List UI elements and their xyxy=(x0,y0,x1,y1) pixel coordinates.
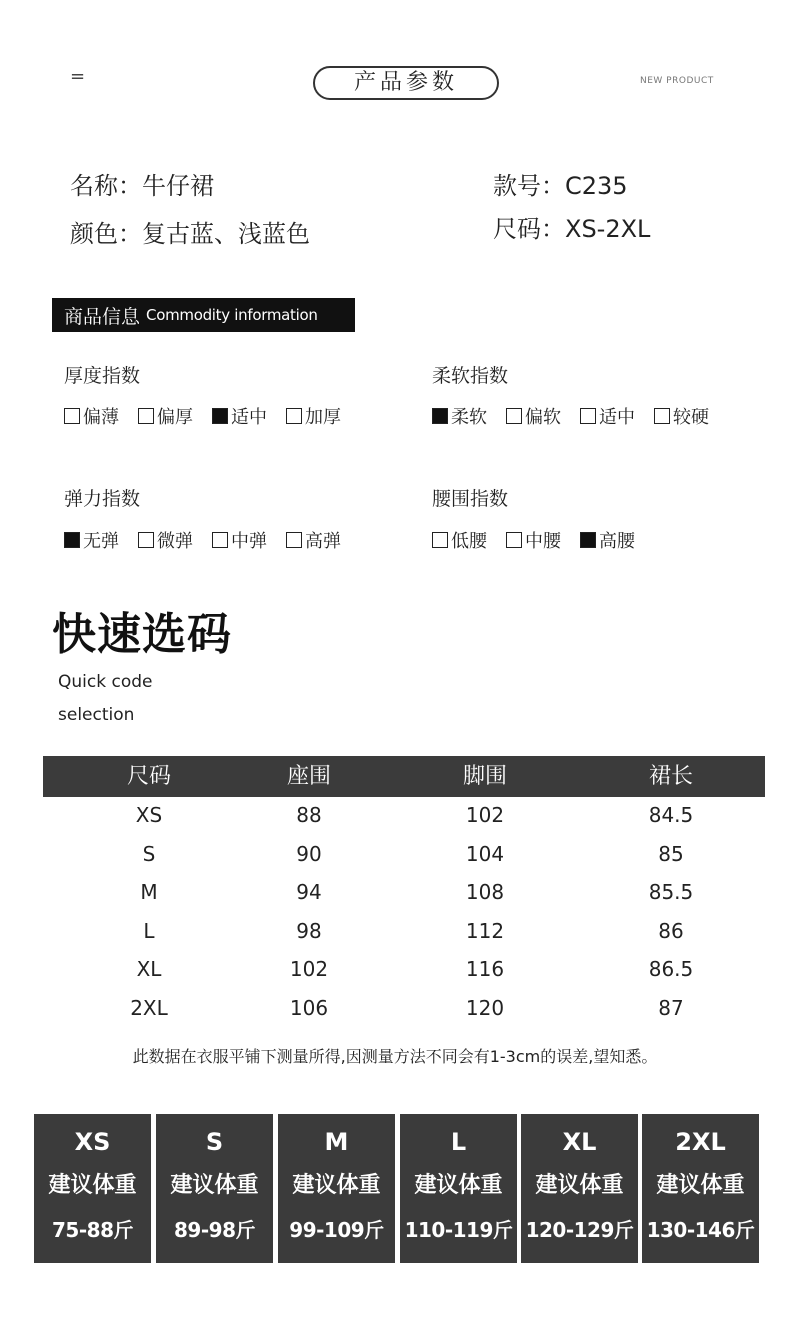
cell-hem: 120 xyxy=(465,996,505,1020)
checkbox-filled-icon xyxy=(64,532,80,548)
page-title: 产品参数 xyxy=(313,66,499,100)
cell-size: XS xyxy=(135,803,163,827)
softness-options xyxy=(432,403,728,429)
option xyxy=(432,527,487,553)
checkbox-empty-icon xyxy=(286,408,302,424)
cell-hip: 88 xyxy=(296,803,322,827)
option-label: 高弹 xyxy=(305,531,341,552)
checkbox-filled-icon xyxy=(432,408,448,424)
cell-hem: 104 xyxy=(465,841,505,866)
checkbox-filled-icon xyxy=(212,408,228,424)
option-label: 中弹 xyxy=(231,531,267,552)
option xyxy=(286,403,341,429)
softness-index-title: 柔软指数 xyxy=(432,365,509,387)
option xyxy=(654,403,709,429)
card-size: XL xyxy=(562,1128,597,1156)
checkbox-empty-icon xyxy=(286,532,302,548)
header-hip: 座围 xyxy=(286,764,331,789)
measurement-note: 此数据在衣服平铺下测量所得,因测量方法不同会有1-3cm的误差,望知悉。 xyxy=(132,1047,658,1066)
card-label: 建议体重 xyxy=(48,1173,137,1198)
elasticity-index-title: 弹力指数 xyxy=(64,488,141,510)
option-label: 偏薄 xyxy=(83,407,119,428)
option-label: 中腰 xyxy=(525,531,561,552)
checkbox-empty-icon xyxy=(138,408,154,424)
option xyxy=(580,403,635,429)
weight-card-xl xyxy=(521,1114,638,1263)
option xyxy=(212,527,267,553)
cell-hem: 116 xyxy=(465,957,505,982)
card-weight: 110-119斤 xyxy=(404,1218,513,1242)
checkbox-empty-icon xyxy=(64,408,80,424)
weight-card-s xyxy=(156,1114,273,1263)
cell-length: 84.5 xyxy=(648,803,694,827)
option-label: 高腰 xyxy=(599,531,635,552)
option xyxy=(286,527,341,553)
option xyxy=(138,403,193,429)
weight-card-2xl xyxy=(642,1114,759,1263)
checkbox-empty-icon xyxy=(506,532,522,548)
cell-hip: 102 xyxy=(289,957,329,982)
option-label: 无弹 xyxy=(83,531,119,552)
option xyxy=(138,527,193,553)
thickness-options xyxy=(64,403,360,429)
card-size: XS xyxy=(74,1128,111,1156)
cell-length: 86 xyxy=(658,918,684,943)
header-hem: 脚围 xyxy=(462,764,507,789)
card-weight: 130-146斤 xyxy=(646,1218,755,1242)
product-style-no: 款号：C235 xyxy=(493,172,628,200)
cell-length: 86.5 xyxy=(648,957,694,982)
card-label: 建议体重 xyxy=(292,1173,381,1198)
product-size-range: 尺码：XS-2XL xyxy=(493,215,651,243)
thickness-index-title: 厚度指数 xyxy=(64,365,141,387)
option xyxy=(506,527,561,553)
option xyxy=(432,403,487,429)
commodity-info-banner xyxy=(52,298,355,332)
quick-select-title: 快速选码 xyxy=(52,609,232,660)
menu-icon: = xyxy=(70,66,86,87)
cell-hip: 90 xyxy=(296,841,322,866)
cell-size: S xyxy=(142,841,156,866)
card-weight: 99-109斤 xyxy=(289,1218,384,1242)
card-label: 建议体重 xyxy=(535,1173,624,1198)
cell-length: 85 xyxy=(658,841,684,866)
card-weight: 89-98斤 xyxy=(174,1218,255,1242)
option-label: 微弹 xyxy=(157,531,193,552)
cell-hem: 102 xyxy=(465,803,505,827)
checkbox-empty-icon xyxy=(212,532,228,548)
cell-hem: 112 xyxy=(465,918,505,943)
checkbox-empty-icon xyxy=(506,408,522,424)
cell-hem: 108 xyxy=(465,880,505,905)
waist-options xyxy=(432,527,654,553)
card-label: 建议体重 xyxy=(656,1173,745,1198)
banner-cn: 商品信息 xyxy=(64,305,141,328)
weight-card-l xyxy=(400,1114,517,1263)
option xyxy=(64,403,119,429)
card-weight: 75-88斤 xyxy=(52,1218,133,1242)
checkbox-empty-icon xyxy=(138,532,154,548)
cell-size: XL xyxy=(136,957,162,982)
cell-size: 2XL xyxy=(130,996,168,1020)
option-label: 柔软 xyxy=(451,407,487,428)
option-label: 较硬 xyxy=(673,407,709,428)
waist-index-title: 腰围指数 xyxy=(432,488,509,510)
cell-length: 85.5 xyxy=(648,880,694,905)
option xyxy=(212,403,267,429)
banner-en: Commodity information xyxy=(146,306,318,324)
weight-card-m xyxy=(278,1114,395,1263)
elasticity-options xyxy=(64,527,360,553)
cell-size: M xyxy=(140,880,158,905)
card-label: 建议体重 xyxy=(170,1173,259,1198)
cell-hip: 106 xyxy=(289,996,329,1020)
cell-hip: 98 xyxy=(296,918,322,943)
size-table-header xyxy=(43,756,765,797)
option-label: 低腰 xyxy=(451,531,487,552)
card-size: S xyxy=(205,1128,224,1156)
checkbox-empty-icon xyxy=(432,532,448,548)
card-weight: 120-129斤 xyxy=(525,1218,634,1242)
cell-hip: 94 xyxy=(296,880,322,905)
cell-length: 87 xyxy=(658,996,684,1020)
header-size: 尺码 xyxy=(126,764,171,789)
option xyxy=(506,403,561,429)
card-size: M xyxy=(324,1128,349,1156)
card-size: L xyxy=(450,1128,467,1156)
header-length: 裙长 xyxy=(648,764,693,789)
option-label: 偏厚 xyxy=(157,407,193,428)
card-size: 2XL xyxy=(675,1128,726,1156)
new-product-tag: NEW PRODUCT xyxy=(640,76,714,86)
quick-select-en-2: selection xyxy=(58,705,135,725)
quick-select-en-1: Quick code xyxy=(58,672,153,692)
checkbox-empty-icon xyxy=(580,408,596,424)
option xyxy=(580,527,635,553)
cell-size: L xyxy=(143,918,155,943)
card-label: 建议体重 xyxy=(414,1173,503,1198)
checkbox-filled-icon xyxy=(580,532,596,548)
checkbox-empty-icon xyxy=(654,408,670,424)
option-label: 适中 xyxy=(599,407,635,428)
option-label: 适中 xyxy=(231,407,267,428)
product-color: 颜色：复古蓝、浅蓝色 xyxy=(70,220,310,248)
product-name: 名称：牛仔裙 xyxy=(70,172,214,200)
option-label: 加厚 xyxy=(305,407,341,428)
option-label: 偏软 xyxy=(525,407,561,428)
option xyxy=(64,527,119,553)
weight-card-xs xyxy=(34,1114,151,1263)
